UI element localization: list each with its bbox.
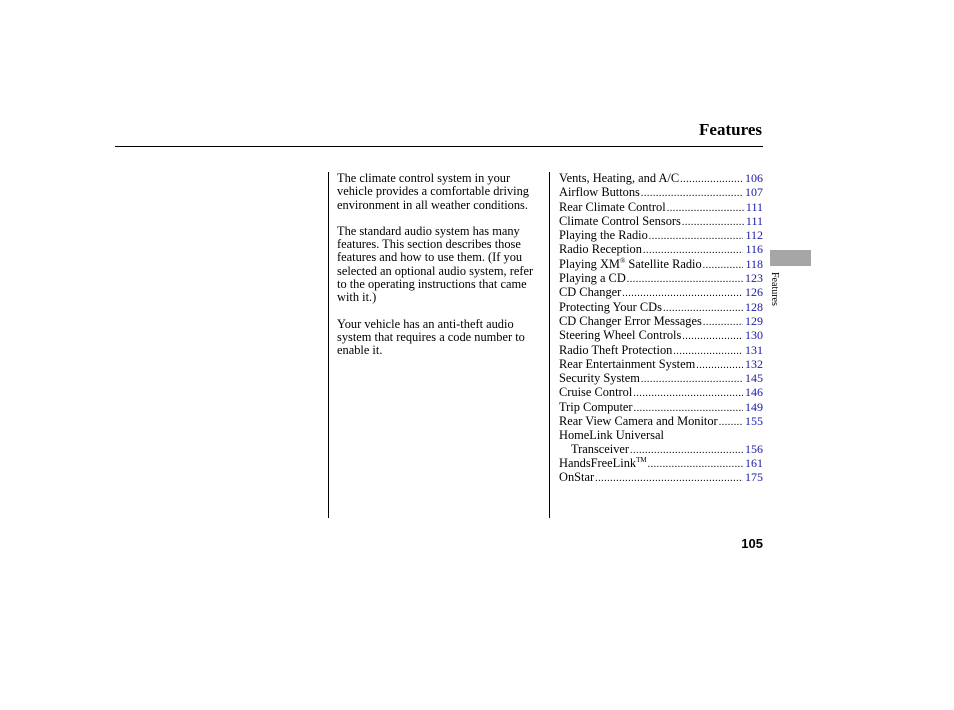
- toc-entry[interactable]: [559, 471, 763, 485]
- toc-entry-label-text: Rear View Camera and Monitor: [559, 414, 718, 429]
- toc-entry-label: [559, 429, 763, 442]
- trademark-mark: TM: [636, 455, 647, 464]
- toc-page-link[interactable]: 155: [745, 414, 763, 429]
- toc-entry-label: [559, 415, 718, 428]
- intro-paragraph: The standard audio system has many features. This section describes those features and how to use them. (If you selected an optional audio system, refer to the operating instructions that came with it.): [337, 223, 534, 305]
- toc-entry-label-text: CD Changer Error Messages: [559, 313, 702, 328]
- column-divider-middle: [549, 172, 550, 518]
- toc-entry[interactable]: [559, 457, 763, 471]
- dot-leader: [630, 444, 743, 457]
- toc-page-link[interactable]: 149: [745, 399, 763, 414]
- toc-entry-label-text: Climate Control Sensors: [559, 213, 681, 228]
- dot-leader: [627, 273, 743, 286]
- toc-entry-label-text: Playing the Radio: [559, 228, 648, 243]
- toc-entry[interactable]: [559, 301, 763, 315]
- toc-entry-label-text: Steering Wheel Controls: [559, 328, 682, 343]
- dot-leader: [703, 259, 744, 272]
- dot-leader: [680, 173, 743, 186]
- toc-entry-label-text: Protecting Your CDs: [559, 299, 662, 314]
- toc-entry-label-text: Vents, Heating, and A/C: [559, 171, 680, 185]
- toc-entry-label: [559, 243, 642, 256]
- toc-entry-label-text: Radio Theft Protection: [559, 342, 673, 357]
- dot-leader: [696, 359, 743, 372]
- dot-leader: [663, 302, 743, 315]
- toc-entry-label-text: Trip Computer: [559, 399, 633, 414]
- page-title: Features: [699, 120, 762, 139]
- dot-leader: [633, 387, 743, 400]
- toc-entry-label-text: Playing a CD: [559, 271, 626, 286]
- toc-page-link[interactable]: 128: [745, 299, 763, 314]
- toc-entry[interactable]: [559, 315, 763, 329]
- toc-entry-label-text: Security System: [559, 371, 640, 386]
- dot-leader: [622, 287, 743, 300]
- toc-entry[interactable]: [559, 344, 763, 358]
- toc-entry[interactable]: [559, 172, 763, 186]
- toc-entry[interactable]: [559, 401, 763, 415]
- toc-entry[interactable]: [559, 358, 763, 372]
- toc-entry-label-text: Rear Entertainment System: [559, 356, 696, 371]
- toc-entry-label: [559, 301, 662, 314]
- intro-paragraph: Your vehicle has an anti-theft audio system that requires a code number to enable it.: [337, 316, 525, 358]
- toc-entry-label-text: HandsFreeLink: [559, 455, 637, 470]
- toc-entry[interactable]: [559, 415, 763, 429]
- toc-page-link[interactable]: 130: [745, 328, 763, 343]
- toc-entry-label-text: Satellite Radio: [625, 256, 702, 271]
- toc-entry-label: [559, 258, 702, 271]
- toc-page-link[interactable]: 116: [745, 242, 763, 257]
- dot-leader: [682, 330, 743, 343]
- toc-page-link[interactable]: 161: [745, 455, 763, 470]
- toc-entry-label: [559, 443, 629, 456]
- toc-entry-label-text: HomeLink Universal: [559, 428, 664, 443]
- dot-leader: [703, 316, 743, 329]
- toc-entry-label-text: Playing XM: [559, 256, 620, 271]
- toc-page-link[interactable]: 145: [745, 371, 763, 386]
- toc-entry[interactable]: [559, 443, 763, 457]
- toc-entry-label: [559, 358, 695, 371]
- dot-leader: [643, 244, 744, 257]
- toc-entry-label: [559, 401, 633, 414]
- toc-entry[interactable]: [559, 258, 763, 272]
- section-tab: [770, 250, 811, 266]
- toc-entry-label: [559, 272, 626, 285]
- toc-entry-label: [559, 344, 672, 357]
- dot-leader: [673, 345, 743, 358]
- toc-entry-label-text: CD Changer: [559, 285, 622, 300]
- toc-entry[interactable]: [559, 243, 763, 257]
- toc-entry-label: [559, 457, 647, 470]
- toc-entry-label-text: Airflow Buttons: [559, 185, 640, 200]
- toc-entry-label-text: Transceiver: [571, 441, 630, 456]
- table-of-contents: [559, 172, 763, 486]
- dot-leader: [667, 202, 744, 215]
- page-number: 105: [741, 536, 763, 551]
- toc-entry-label: [559, 286, 621, 299]
- intro-paragraph: The climate control system in your vehicle provides a comfortable driving environment in all weather conditions.: [337, 171, 529, 212]
- toc-entry-label: [559, 372, 640, 385]
- toc-page-link[interactable]: 107: [745, 185, 763, 200]
- toc-entry-label: [559, 186, 640, 199]
- dot-leader: [634, 402, 743, 415]
- toc-entry[interactable]: [559, 329, 763, 343]
- toc-page-link[interactable]: 112: [745, 228, 763, 243]
- toc-page-link[interactable]: 111: [745, 213, 763, 228]
- toc-entry[interactable]: [559, 372, 763, 386]
- toc-page-link[interactable]: 132: [745, 356, 763, 371]
- dot-leader: [649, 230, 744, 243]
- toc-entry-label-text: Cruise Control: [559, 385, 633, 400]
- toc-entry[interactable]: [559, 201, 763, 215]
- title-rule: [115, 146, 763, 147]
- toc-entry: [559, 429, 763, 442]
- dot-leader: [719, 416, 743, 429]
- toc-page-link[interactable]: 111: [745, 199, 763, 214]
- toc-page-link[interactable]: 126: [745, 285, 763, 300]
- section-tab-label: Features: [769, 272, 780, 306]
- toc-entry-label: [559, 315, 702, 328]
- toc-entry-label: [559, 471, 594, 484]
- toc-entry-label: [559, 386, 632, 399]
- toc-page-link[interactable]: 123: [745, 271, 763, 286]
- dot-leader: [595, 472, 743, 485]
- trademark-mark: ®: [619, 256, 626, 265]
- toc-entry-label: [559, 229, 648, 242]
- toc-entry[interactable]: [559, 229, 763, 243]
- toc-entry[interactable]: [559, 215, 763, 229]
- dot-leader: [641, 187, 743, 200]
- toc-entry-label: [559, 172, 679, 185]
- toc-page-link[interactable]: 175: [745, 470, 763, 485]
- toc-page-link[interactable]: 131: [745, 342, 763, 357]
- toc-entry-label: [559, 215, 681, 228]
- toc-entry[interactable]: [559, 286, 763, 300]
- dot-leader: [648, 458, 743, 471]
- toc-entry-label: [559, 201, 666, 214]
- intro-text: [337, 172, 542, 371]
- toc-page-link[interactable]: 106: [745, 171, 763, 185]
- toc-entry-label-text: Rear Climate Control: [559, 199, 666, 214]
- toc-entry-label-text: Radio Reception: [559, 242, 642, 257]
- toc-entry[interactable]: [559, 386, 763, 400]
- toc-page-link[interactable]: 118: [745, 256, 763, 271]
- toc-entry-label-text: OnStar: [559, 470, 595, 485]
- toc-entry-label: [559, 329, 681, 342]
- toc-page-link[interactable]: 129: [745, 313, 763, 328]
- toc-page-link[interactable]: 146: [745, 385, 763, 400]
- toc-page-link[interactable]: 156: [745, 441, 763, 456]
- dot-leader: [641, 373, 743, 386]
- column-divider-left: [328, 172, 329, 518]
- dot-leader: [682, 216, 744, 229]
- toc-entry[interactable]: [559, 186, 763, 200]
- toc-entry[interactable]: [559, 272, 763, 286]
